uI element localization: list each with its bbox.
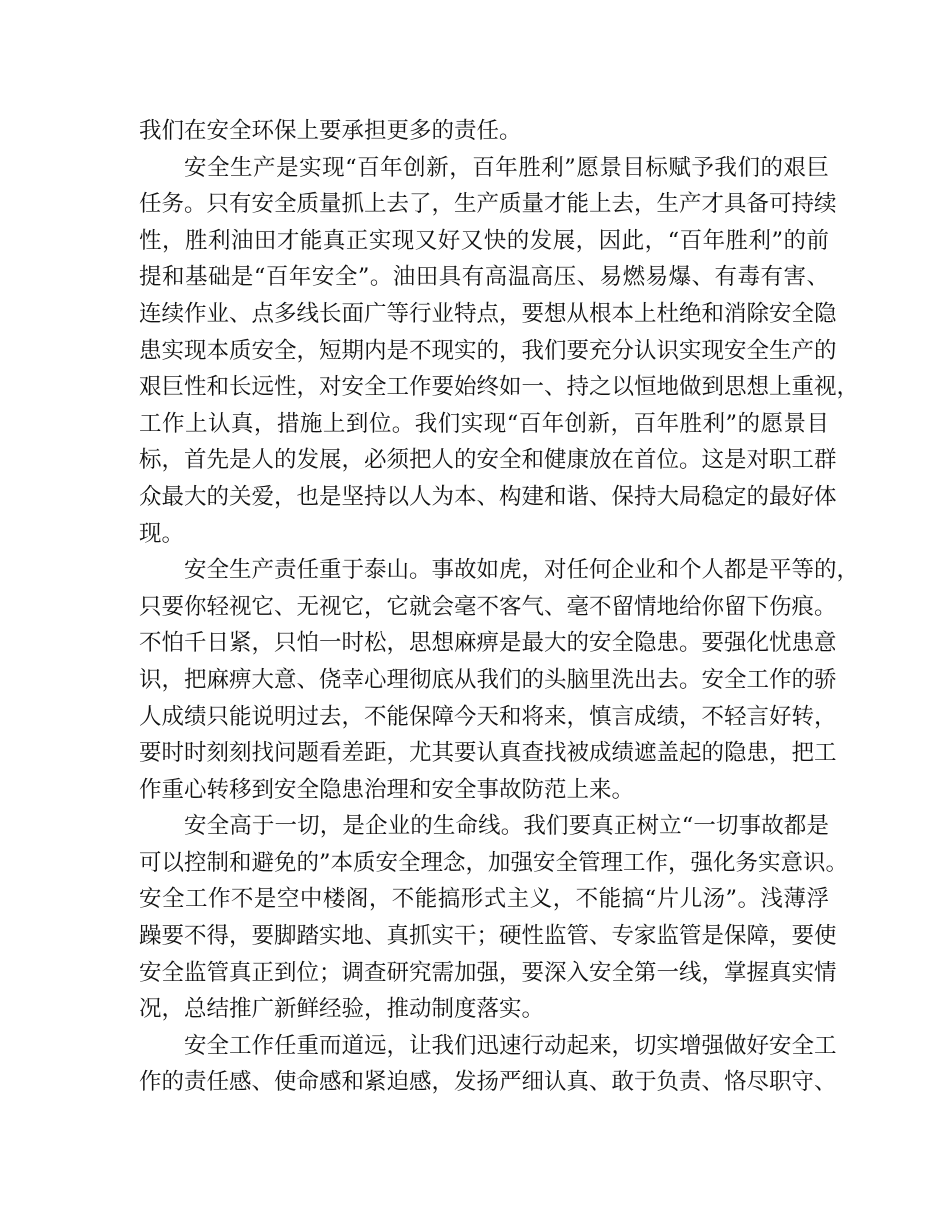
text-line: 任务。只有安全质量抓上去了，生产质量才能上去，生产才具备可持续 <box>139 191 837 218</box>
text-line: 安全工作不是空中楼阁，不能搞形式主义，不能搞“片儿汤”。浅薄浮 <box>139 886 829 913</box>
text-line: 只要你轻视它、无视它，它就会毫不客气、毫不留情地给你留下伤痕。 <box>139 593 837 620</box>
text-line: 标，首先是人的发展，必须把人的安全和健康放在首位。这是对职工群 <box>139 447 837 474</box>
text-line: 性，胜利油田才能真正实现又好又快的发展，因此，“百年胜利”的前 <box>139 227 829 254</box>
paragraph-first-line: 安全工作任重而道远，让我们迅速行动起来，切实增强做好安全工 <box>184 1032 837 1059</box>
text-line: 众最大的关爱，也是坚持以人为本、构建和谐、保持大局稳定的最好体 <box>139 483 837 510</box>
text-line: 连续作业、点多线长面广等行业特点，要想从根本上杜绝和消除安全隐 <box>139 300 837 327</box>
paragraph-first-line: 安全生产责任重于泰山。事故如虎，对任何企业和个人都是平等的， <box>184 557 860 584</box>
text-line: 我们在安全环保上要承担更多的责任。 <box>139 118 522 144</box>
text-line: 工作上认真，措施上到位。我们实现“百年创新，百年胜利”的愿景目 <box>139 410 829 437</box>
text-line: 可以控制和避免的”本质安全理念，加强安全管理工作，强化务实意识。 <box>139 849 849 876</box>
paragraph-first-line: 安全生产是实现“百年创新，百年胜利”愿景目标赋予我们的艰巨 <box>184 154 829 181</box>
text-line: 躁要不得，要脚踏实地、真抓实干；硬性监管、专家监管是保障，要使 <box>139 923 837 950</box>
paragraph-first-line: 安全高于一切，是企业的生命线。我们要真正树立“一切事故都是 <box>184 813 829 840</box>
text-line: 安全监管真正到位；调查研究需加强，要深入安全第一线，掌握真实情 <box>139 959 837 986</box>
document-body <box>139 113 860 1101</box>
text-line: 人成绩只能说明过去，不能保障今天和将来，慎言成绩，不轻言好转， <box>139 703 837 730</box>
text-line: 作的责任感、使命感和紧迫感，发扬严细认真、敢于负责、恪尽职守、 <box>139 1069 837 1096</box>
text-line: 识，把麻痹大意、侥幸心理彻底从我们的头脑里洗出去。安全工作的骄 <box>139 666 837 693</box>
text-line: 提和基础是“百年安全”。油田具有高温高压、易燃易爆、有毒有害、 <box>139 264 829 291</box>
text-line: 患实现本质安全，短期内是不现实的，我们要充分认识实现安全生产的 <box>139 337 837 364</box>
paragraph-last-line: 作重心转移到安全隐患治理和安全事故防范上来。 <box>139 776 635 803</box>
text-line: 艰巨性和长远性，对安全工作要始终如一、持之以恒地做到思想上重视， <box>139 374 860 401</box>
paragraph-last-line: 现。 <box>139 520 185 547</box>
text-line: 不怕千日紧，只怕一时松，思想麻痹是最大的安全隐患。要强化忧患意 <box>139 630 837 657</box>
text-line: 要时时刻刻找问题看差距，尤其要认真查找被成绩遮盖起的隐患，把工 <box>139 740 837 767</box>
paragraph-last-line: 况，总结推广新鲜经验，推动制度落实。 <box>139 996 545 1023</box>
